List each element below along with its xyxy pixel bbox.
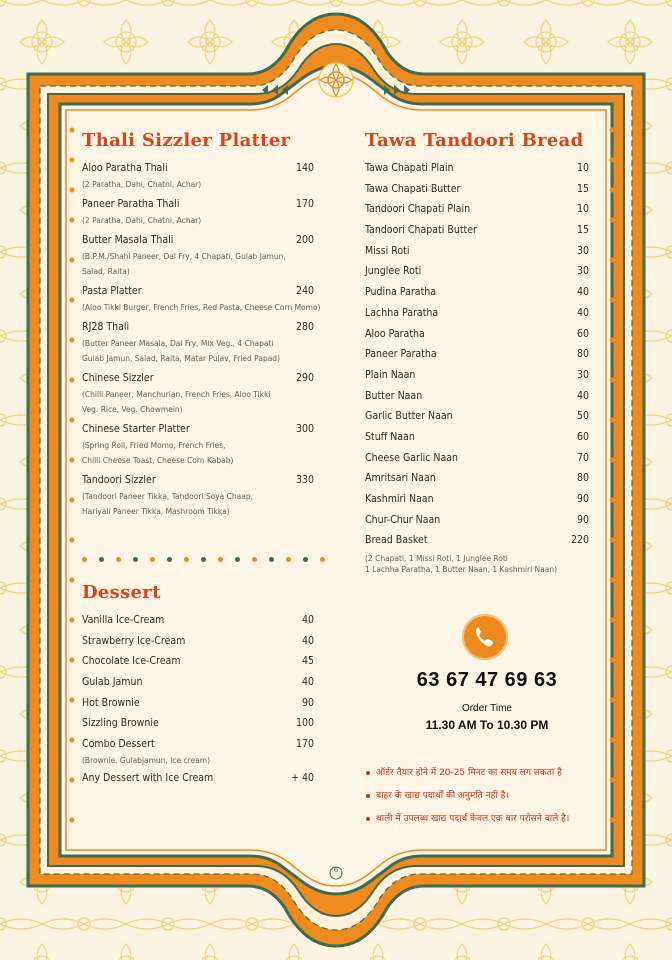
- item-description: Veg. Rice, Veg. Chowmein): [82, 405, 183, 414]
- item-price: 220: [570, 534, 589, 547]
- menu-item[interactable]: [365, 471, 597, 486]
- item-price: 200: [295, 234, 314, 246]
- divider-dot: [286, 557, 291, 562]
- item-name: Tandoori Sizzler: [82, 474, 156, 486]
- divider-dot: [167, 557, 172, 562]
- divider-dot: [252, 557, 257, 562]
- order-time-value: 11.30 AM To 10.30 PM: [425, 718, 549, 732]
- bread-item-list: [365, 161, 597, 576]
- item-name: Pudina Paratha: [365, 286, 437, 299]
- menu-item[interactable]: [365, 264, 597, 279]
- item-description: (2 Paratha, Dahi, Chatni, Achar): [82, 180, 202, 189]
- section-title-bread: Tawa Tandoori Bread: [365, 130, 584, 151]
- menu-item-group: [82, 675, 322, 696]
- menu-item[interactable]: [365, 389, 597, 404]
- item-name: Chinese Sizzler: [82, 372, 154, 384]
- menu-item[interactable]: [82, 161, 322, 176]
- item-description: (Tandoori Paneer Tikka, Tandoori Soya Chaap,: [82, 492, 253, 501]
- menu-item-group: [82, 771, 322, 792]
- menu-item-group: [82, 613, 322, 634]
- item-price: 15: [576, 182, 589, 195]
- item-price: 30: [576, 244, 589, 257]
- item-description: (B.P.M./Shahi Paneer, Dal Fry, 4 Chapati, Gulab Jamun,: [82, 252, 286, 261]
- item-price: 60: [576, 430, 589, 443]
- item-price: 170: [295, 198, 314, 210]
- page-number: 6: [333, 866, 339, 874]
- item-price: 90: [301, 696, 314, 709]
- menu-item-group: [365, 533, 597, 554]
- menu-item-group: [82, 161, 322, 191]
- item-description: 1 Lachha Paratha, 1 Butter Naan, 1 Kashmiri Naan): [365, 565, 558, 575]
- item-description: (Spring Roll, Fried Momo, French Fries,: [82, 441, 226, 450]
- menu-item-group: [82, 716, 322, 737]
- item-name: Pasta Platter: [82, 285, 142, 297]
- order-time-label: Order Time: [461, 703, 512, 714]
- menu-item-group: [365, 202, 597, 223]
- menu-item[interactable]: [82, 634, 322, 649]
- menu-item[interactable]: [82, 233, 322, 248]
- item-description: Salad, Raita): [82, 267, 130, 276]
- notes-list: [366, 762, 606, 831]
- item-price: 330: [295, 474, 314, 486]
- divider-dot: [133, 557, 138, 562]
- section-title-thali: Thali Sizzler Platter: [82, 130, 291, 151]
- item-price: 90: [576, 493, 589, 505]
- dot-divider: [82, 555, 327, 563]
- divider-dot: [269, 557, 274, 562]
- menu-item-group: [82, 320, 322, 365]
- menu-item[interactable]: [82, 284, 322, 299]
- menu-item[interactable]: [365, 244, 597, 259]
- item-price: 40: [576, 306, 589, 319]
- menu-item[interactable]: [365, 368, 597, 383]
- item-price: 10: [576, 203, 589, 216]
- item-description: Hariyali Paneer Tikka, Mashroom Tikka): [82, 507, 230, 516]
- menu-item-group: [82, 371, 322, 416]
- item-price: 300: [295, 423, 314, 435]
- item-name: Bread Basket: [365, 534, 428, 547]
- item-name: Butter Masala Thali: [82, 234, 174, 246]
- item-price: 10: [576, 162, 589, 174]
- item-price: 30: [576, 368, 589, 381]
- item-name: Tandoori Chapati Butter: [365, 224, 477, 237]
- item-price: 90: [576, 513, 589, 526]
- item-description: Gulab Jamun, Salad, Raita, Matar Pulav, Fried Papad): [82, 354, 280, 363]
- item-price: 45: [301, 655, 314, 668]
- item-description: (2 Chapati, 1 Missi Roti, 1 Junglee Roti: [365, 554, 508, 564]
- menu-item-group: [365, 471, 597, 492]
- menu-item[interactable]: [365, 409, 597, 424]
- item-price: 70: [576, 451, 589, 464]
- menu-item[interactable]: [365, 306, 597, 321]
- item-name: Chur-Chur Naan: [365, 513, 441, 526]
- menu-item[interactable]: [365, 327, 597, 342]
- item-name: Sizzling Brownie: [82, 717, 159, 730]
- item-name: Tawa Chapati Butter: [365, 182, 461, 195]
- item-name: Tawa Chapati Plain: [365, 162, 454, 174]
- item-price: 40: [576, 286, 589, 299]
- menu-item[interactable]: [365, 513, 597, 528]
- divider-dot: [116, 557, 121, 562]
- menu-item-group: [365, 327, 597, 348]
- menu-item-group: [82, 696, 322, 717]
- menu-item[interactable]: [365, 161, 597, 176]
- item-price: 40: [576, 389, 589, 402]
- item-name: Lachha Paratha: [365, 306, 439, 319]
- item-name: Combo Dessert: [82, 738, 155, 751]
- menu-item-group: [365, 451, 597, 472]
- menu-item-group: [365, 285, 597, 306]
- menu-item[interactable]: [82, 737, 322, 752]
- item-price: 80: [576, 348, 589, 361]
- item-description: (Butter Paneer Masala, Dal Fry, Mix Veg., 4 Chapati: [82, 339, 274, 348]
- menu-item-group: [365, 513, 597, 534]
- menu-item-group: [365, 389, 597, 410]
- menu-item-group: [365, 264, 597, 285]
- item-price: 30: [576, 265, 589, 278]
- item-name: Kashmiri Naan: [365, 493, 434, 505]
- item-name: Garlic Butter Naan: [365, 410, 453, 423]
- divider-dot: [82, 557, 87, 562]
- item-description: (2 Paratha, Dahi, Chatni, Achar): [82, 216, 202, 225]
- item-price: + 40: [291, 772, 314, 785]
- menu-item[interactable]: [365, 451, 597, 466]
- item-name: Strawberry Ice-Cream: [82, 634, 186, 647]
- menu-item-group: [82, 654, 322, 675]
- note-item: बाहर के खाद्य पदार्थों की अनुमति नहीं है।: [366, 785, 606, 808]
- note-item: थाली में उपलब्ध खाद्य पदार्थ केवल एक बार परोसने वाले है।: [366, 808, 606, 831]
- menu-item-group: [365, 492, 597, 513]
- divider-dot: [201, 557, 206, 562]
- item-price: 290: [295, 372, 314, 384]
- menu-item-group: [82, 233, 322, 278]
- phone-number[interactable]: 63 67 47 69 63: [416, 669, 558, 691]
- item-name: RJ28 Thali: [82, 321, 130, 333]
- menu-item[interactable]: [365, 182, 597, 197]
- item-name: Cheese Garlic Naan: [365, 451, 459, 464]
- top-flower-ornament: [319, 63, 353, 97]
- item-name: Chinese Starter Platter: [82, 423, 190, 435]
- item-name: Junglee Roti: [365, 265, 422, 278]
- menu-item-group: [82, 634, 322, 655]
- item-name: Gulab Jamun: [82, 676, 143, 689]
- item-name: Butter Naan: [365, 389, 423, 402]
- divider-dot: [218, 557, 223, 562]
- menu-item[interactable]: [82, 613, 322, 628]
- menu-item[interactable]: [82, 371, 322, 386]
- item-name: Paneer Paratha Thali: [82, 198, 180, 210]
- menu-item-group: [365, 368, 597, 389]
- menu-item-group: [82, 737, 322, 767]
- menu-item-group: [365, 306, 597, 327]
- menu-item-group: [365, 347, 597, 368]
- item-name: Any Dessert with Ice Cream: [82, 772, 214, 785]
- menu-item-group: [82, 284, 322, 314]
- menu-item-group: [365, 409, 597, 430]
- item-name: Aloo Paratha: [365, 327, 425, 340]
- menu-item[interactable]: [365, 430, 597, 445]
- divider-dot: [320, 557, 325, 562]
- dessert-section: [82, 582, 322, 792]
- item-description: Chilli Cheese Toast, Cheese Corn Kabab): [82, 456, 234, 465]
- menu-item[interactable]: [82, 696, 322, 711]
- thali-sizzler-section: [82, 130, 322, 524]
- menu-item-group: [82, 422, 322, 467]
- menu-item-group: [365, 223, 597, 244]
- bread-section: [365, 130, 597, 576]
- menu-item[interactable]: [82, 422, 322, 437]
- dessert-item-list: [82, 613, 322, 792]
- item-name: Chocolate Ice-Cream: [82, 655, 181, 668]
- menu-item[interactable]: [365, 492, 597, 507]
- item-price: 240: [295, 285, 314, 297]
- item-price: 140: [295, 162, 314, 174]
- divider-dot: [99, 557, 104, 562]
- menu-item[interactable]: [365, 285, 597, 300]
- note-item: ऑर्डर तैयार होने में 20-25 मिनट का समय लग सकता है: [366, 762, 606, 785]
- item-name: Hot Brownie: [82, 696, 140, 709]
- menu-item[interactable]: [82, 675, 322, 690]
- item-price: 15: [576, 224, 589, 237]
- menu-item-group: [82, 473, 322, 518]
- item-name: Paneer Paratha: [365, 348, 437, 361]
- menu-item-group: [365, 244, 597, 265]
- item-price: 50: [576, 410, 589, 423]
- menu-item[interactable]: [82, 320, 322, 335]
- item-price: 170: [295, 738, 314, 751]
- menu-item[interactable]: [82, 197, 322, 212]
- item-price: 60: [576, 327, 589, 340]
- phone-icon[interactable]: [462, 614, 508, 660]
- menu-item[interactable]: [365, 202, 597, 217]
- item-name: Vanilla Ice-Cream: [82, 614, 165, 626]
- section-title-dessert: Dessert: [82, 582, 161, 603]
- menu-item-group: [365, 161, 597, 182]
- item-name: Stuff Naan: [365, 430, 415, 443]
- divider-dot: [303, 557, 308, 562]
- item-name: Aloo Paratha Thali: [82, 162, 168, 174]
- item-name: Tandoori Chapati Plain: [365, 203, 471, 216]
- item-name: Plain Naan: [365, 368, 416, 381]
- item-description: (Brownie, Gulabjamun, Ice cream): [82, 756, 211, 766]
- item-price: 40: [301, 676, 314, 689]
- menu-item[interactable]: [82, 473, 322, 488]
- item-price: 100: [295, 717, 314, 730]
- thali-item-list: [82, 161, 322, 518]
- menu-item-group: [365, 182, 597, 203]
- divider-dot: [184, 557, 189, 562]
- divider-dot: [150, 557, 155, 562]
- item-name: Missi Roti: [365, 244, 410, 257]
- menu-item[interactable]: [365, 347, 597, 362]
- item-price: 40: [301, 634, 314, 647]
- menu-item[interactable]: [82, 654, 322, 669]
- item-description: (Chilli Paneer, Manchurian, French Fries, Aloo Tikki: [82, 390, 271, 399]
- divider-dot: [235, 557, 240, 562]
- item-description: (Aloo Tikki Burger, French Fries, Red Pasta, Cheese Corn Momo): [82, 303, 321, 312]
- item-price: 80: [576, 472, 589, 485]
- menu-item-group: [82, 197, 322, 227]
- menu-item-group: [365, 430, 597, 451]
- menu-item[interactable]: [365, 223, 597, 238]
- item-price: 280: [295, 321, 314, 333]
- menu-item[interactable]: [82, 771, 322, 786]
- item-price: 40: [301, 614, 314, 626]
- menu-item[interactable]: [82, 716, 322, 731]
- menu-item[interactable]: [365, 533, 597, 548]
- item-name: Amritsari Naan: [365, 472, 436, 485]
